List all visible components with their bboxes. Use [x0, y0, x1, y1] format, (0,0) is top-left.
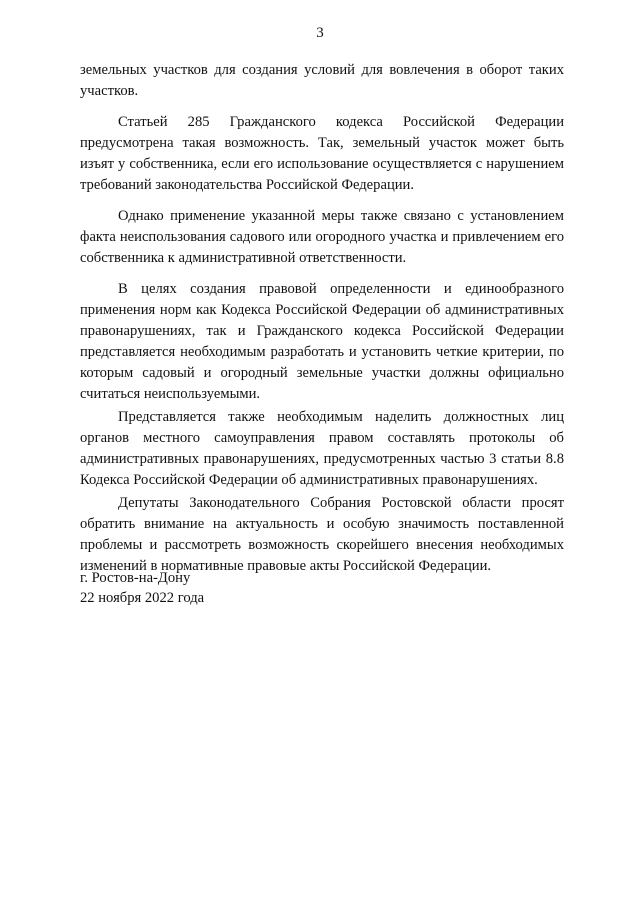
paragraph-deputies-request: Депутаты Законодательного Собрания Ростовской области просят обратить внимание на актуальность и особую значимость поставленной проблемы и рассмотреть возможность скорейшего внесения необходимых изменений в нормативные правовые акты Российской Федерации. — [80, 495, 564, 574]
paragraph-article-285: Статьей 285 Гражданского кодекса Российской Федерации предусмотрена такая возможность. Так, земельный участок может быть изъят у собственника, если его использование осуществляется с нарушением требований законодательства Российской Федерации. — [80, 114, 564, 193]
document-body — [80, 60, 564, 587]
signature-date: 22 ноября 2022 года — [80, 590, 205, 606]
paragraph-continuation: земельных участков для создания условий для вовлечения в оборот таких участков. — [80, 62, 564, 99]
paragraph-local-authorities: Представляется также необходимым наделить должностных лиц органов местного самоуправления правом составлять протоколы об административных правонарушениях, предусмотренных частью 3 статьи 8.8 Кодекса Российской Федерации об административных правонарушениях. — [80, 409, 564, 488]
signature-city: г. Ростов-на-Дону — [80, 570, 191, 586]
page-number: 3 — [316, 25, 324, 41]
paragraph-measure-application: Однако применение указанной меры также связано с установлением факта неиспользования садового или огородного участка и привлечением его собственника к административной ответственности. — [80, 208, 564, 266]
signature-block — [80, 568, 204, 608]
paragraph-legal-certainty: В целях создания правовой определенности и единообразного применения норм как Кодекса Российской Федерации об административных правонарушениях, так и Гражданского кодекса Российской Федерации представляется необходимым разработать и установить четкие критерии, по которым садовый и огородный земельные участки должны официально считаться неиспользуемыми. — [80, 281, 564, 402]
